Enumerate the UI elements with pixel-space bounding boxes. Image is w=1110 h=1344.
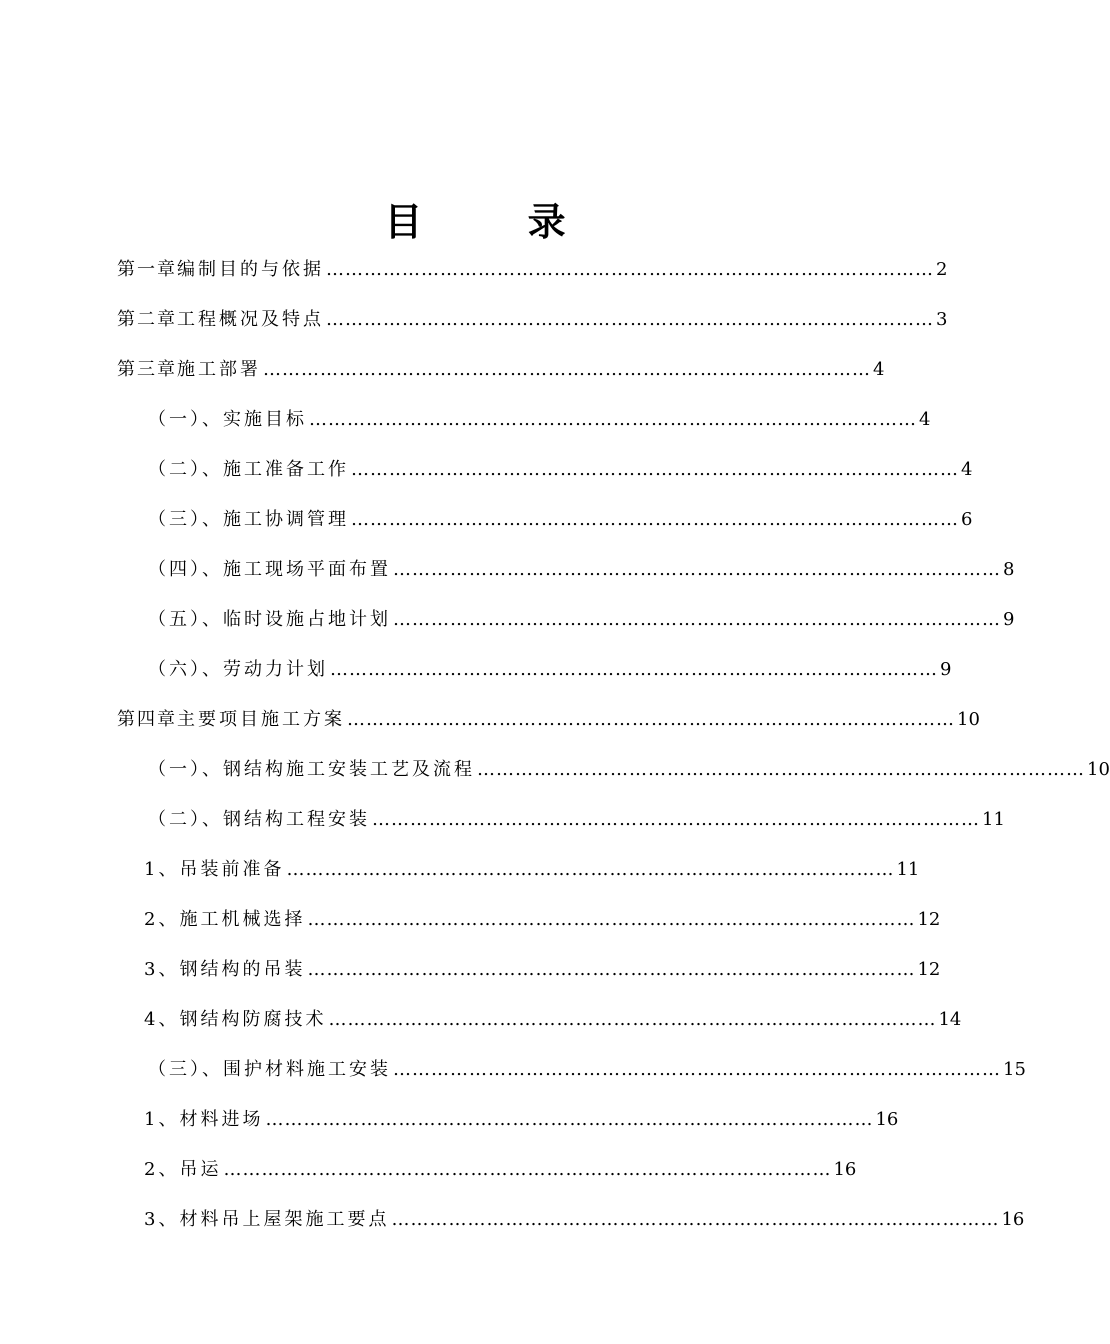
- toc-page-number: 16: [1001, 1209, 1025, 1230]
- toc-entry-label: （三）、施工协调管理: [148, 509, 349, 530]
- toc-entry-label: （二）、施工准备工作: [148, 459, 349, 480]
- toc-leader-dots: ……………………………………………………………………………………: [286, 859, 895, 880]
- toc-entry-label: （一）、钢结构施工安装工艺及流程: [148, 759, 475, 780]
- toc-entry[interactable]: [148, 1046, 1026, 1094]
- toc-page-number: 9: [1003, 609, 1015, 630]
- toc-leader-dots: ……………………………………………………………………………………: [326, 309, 934, 330]
- toc-page-number: 10: [957, 709, 980, 730]
- toc-entry-label: 施工部署: [177, 359, 261, 380]
- toc-leader-dots: ……………………………………………………………………………………: [351, 509, 959, 530]
- toc-page-number: 10: [1087, 759, 1110, 780]
- toc-leader-dots: ……………………………………………………………………………………: [307, 909, 916, 930]
- toc-page-number: 14: [938, 1009, 962, 1030]
- toc-chapter-number: 第四章: [117, 709, 177, 730]
- toc-entry[interactable]: [148, 596, 1015, 644]
- toc-leader-dots: ……………………………………………………………………………………: [265, 1109, 874, 1130]
- toc-chapter-number: 第二章: [117, 309, 177, 330]
- toc-page-number: 2: [936, 259, 948, 280]
- toc-entry-label: 工程概况及特点: [177, 309, 324, 330]
- toc-leader-dots: ……………………………………………………………………………………: [263, 359, 871, 380]
- toc-page-number: 8: [1003, 559, 1015, 580]
- toc-entry[interactable]: [144, 1096, 899, 1144]
- toc-entry[interactable]: [148, 746, 1110, 794]
- toc-leader-dots: ……………………………………………………………………………………: [223, 1159, 832, 1180]
- toc-entry-label: （三）、围护材料施工安装: [148, 1059, 391, 1080]
- toc-leader-dots: ……………………………………………………………………………………: [393, 609, 1001, 630]
- toc-entry-label: 主要项目施工方案: [177, 709, 345, 730]
- toc-entry-label: 编制目的与依据: [177, 259, 324, 280]
- toc-page-number: 3: [936, 309, 948, 330]
- toc-leader-dots: ……………………………………………………………………………………: [372, 809, 980, 830]
- toc-leader-dots: ……………………………………………………………………………………: [309, 409, 917, 430]
- toc-entry[interactable]: [148, 396, 931, 444]
- toc-entry[interactable]: [144, 846, 920, 894]
- toc-leader-dots: ……………………………………………………………………………………: [393, 559, 1001, 580]
- toc-page-number: 11: [982, 809, 1005, 830]
- toc-entry[interactable]: [148, 646, 952, 694]
- toc-leader-dots: ……………………………………………………………………………………: [391, 1209, 1000, 1230]
- toc-page-number: 4: [873, 359, 885, 380]
- toc-entry[interactable]: [148, 796, 1005, 844]
- toc-entry[interactable]: [144, 896, 941, 944]
- toc-chapter-number: 第一章: [117, 259, 177, 280]
- toc-page-number: 16: [833, 1159, 857, 1180]
- toc-leader-dots: ……………………………………………………………………………………: [351, 459, 959, 480]
- toc-entry-label: （六）、劳动力计划: [148, 659, 328, 680]
- toc-page-number: 4: [919, 409, 931, 430]
- toc-leader-dots: ……………………………………………………………………………………: [330, 659, 938, 680]
- toc-leader-dots: ……………………………………………………………………………………: [477, 759, 1085, 780]
- toc-page-number: 4: [961, 459, 973, 480]
- page-title: 目 录: [384, 199, 612, 244]
- toc-entry-label: 3、钢结构的吊装: [144, 959, 306, 980]
- toc-leader-dots: ……………………………………………………………………………………: [307, 959, 916, 980]
- toc-entry-label: 3、材料吊上屋架施工要点: [144, 1209, 390, 1230]
- toc-entry[interactable]: [144, 1196, 1025, 1244]
- toc-entry[interactable]: [117, 696, 980, 744]
- toc-entry-label: （二）、钢结构工程安装: [148, 809, 370, 830]
- toc-entry[interactable]: [148, 546, 1015, 594]
- toc-entry-label: （一）、实施目标: [148, 409, 307, 430]
- toc-entry[interactable]: [117, 346, 885, 394]
- toc-chapter-number: 第三章: [117, 359, 177, 380]
- toc-entry[interactable]: [144, 996, 962, 1044]
- toc-entry-label: 4、钢结构防腐技术: [144, 1009, 327, 1030]
- toc-entry[interactable]: [148, 446, 973, 494]
- toc-page-number: 9: [940, 659, 952, 680]
- toc-page-number: 12: [917, 959, 941, 980]
- toc-page-number: 15: [1003, 1059, 1026, 1080]
- toc-page-number: 11: [896, 859, 920, 880]
- toc-entry[interactable]: [144, 946, 941, 994]
- toc-page-number: 6: [961, 509, 973, 530]
- toc-entry[interactable]: [117, 296, 948, 344]
- toc-leader-dots: ……………………………………………………………………………………: [347, 709, 955, 730]
- toc-entry-label: （五）、临时设施占地计划: [148, 609, 391, 630]
- toc-entry-label: 2、吊运: [144, 1159, 222, 1180]
- toc-page-number: 16: [875, 1109, 899, 1130]
- toc-entry-label: （四）、施工现场平面布置: [148, 559, 391, 580]
- toc-leader-dots: ……………………………………………………………………………………: [326, 259, 934, 280]
- toc-leader-dots: ……………………………………………………………………………………: [328, 1009, 937, 1030]
- toc-entry-label: 2、施工机械选择: [144, 909, 306, 930]
- toc-entry-label: 1、材料进场: [144, 1109, 264, 1130]
- toc-entry[interactable]: [144, 1146, 857, 1194]
- toc-page-number: 12: [917, 909, 941, 930]
- toc-entry-label: 1、吊装前准备: [144, 859, 285, 880]
- toc-entry[interactable]: [148, 496, 973, 544]
- toc-leader-dots: ……………………………………………………………………………………: [393, 1059, 1001, 1080]
- toc-entry[interactable]: [117, 246, 948, 294]
